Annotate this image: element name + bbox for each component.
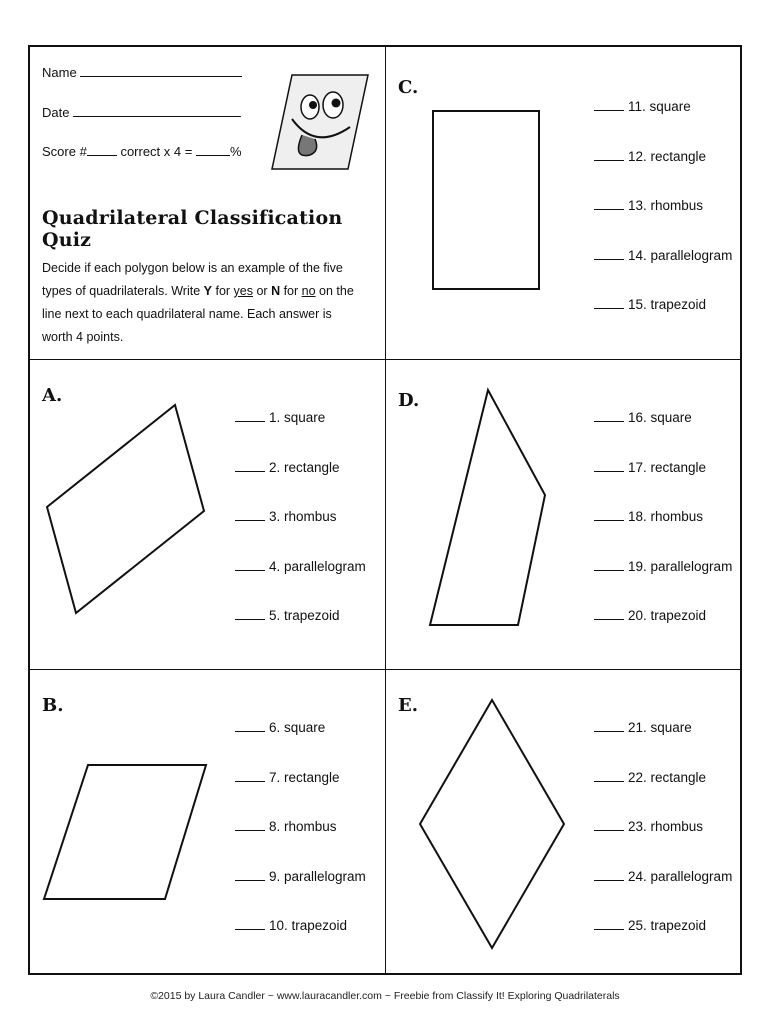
score-suffix: %: [229, 144, 242, 159]
option-row: [594, 198, 732, 248]
answer-blank[interactable]: [594, 421, 624, 422]
section-b-label: B.: [42, 695, 64, 716]
option-label: 1. square: [269, 410, 326, 425]
answer-blank[interactable]: [235, 520, 265, 521]
section-d: [386, 360, 742, 669]
answer-blank[interactable]: [594, 110, 624, 111]
option-label: 25. trapezoid: [628, 918, 707, 933]
option-row: [235, 559, 366, 609]
section-d-options: [594, 410, 732, 658]
option-row: [594, 248, 732, 298]
option-label: 5. trapezoid: [269, 608, 340, 623]
option-label: 6. square: [269, 720, 326, 735]
date-blank[interactable]: [73, 115, 241, 117]
option-label: 14. parallelogram: [628, 247, 733, 263]
option-label: 10. trapezoid: [269, 918, 348, 933]
date-field: [42, 105, 241, 120]
option-row: [594, 509, 732, 559]
option-label: 17. rectangle: [628, 459, 707, 475]
section-b-options: [235, 720, 366, 968]
option-label: 12. rectangle: [628, 148, 707, 164]
answer-blank[interactable]: [235, 570, 265, 571]
header-cell: [30, 47, 385, 359]
answer-blank[interactable]: [235, 830, 265, 831]
option-label: 7. rectangle: [269, 769, 340, 785]
answer-blank[interactable]: [235, 929, 265, 930]
option-row: [594, 99, 732, 149]
instructions-part-3: or: [253, 284, 272, 298]
option-row: [594, 460, 732, 510]
n-letter: N: [271, 284, 281, 298]
option-row: [235, 608, 366, 658]
option-label: 18. rhombus: [628, 509, 704, 524]
option-label: 13. rhombus: [628, 198, 704, 213]
option-row: [235, 819, 366, 869]
option-row: [594, 559, 732, 609]
yes-word: yes: [233, 284, 253, 298]
option-row: [235, 918, 366, 968]
answer-blank[interactable]: [594, 308, 624, 309]
option-label: 23. rhombus: [628, 819, 704, 834]
option-row: [235, 509, 366, 559]
section-e-options: [594, 720, 732, 968]
option-row: [235, 770, 366, 820]
option-row: [594, 297, 732, 347]
instructions-part-1: Decide if each polygon below is an example of the five types of quadrilaterals. Write: [42, 261, 343, 298]
section-a: [30, 360, 385, 669]
answer-blank[interactable]: [594, 619, 624, 620]
answer-blank[interactable]: [594, 160, 624, 161]
section-c: [386, 47, 742, 359]
option-label: 16. square: [628, 410, 692, 425]
answer-blank[interactable]: [594, 731, 624, 732]
instructions-part-5: on the line next to each quadrilateral name. Each answer is worth 4 points.: [42, 284, 354, 344]
score-field: [42, 144, 242, 159]
option-row: [594, 149, 732, 199]
option-label: 20. trapezoid: [628, 608, 707, 623]
date-label: Date: [42, 105, 70, 120]
quiz-title: Quadrilateral Classification Quiz: [42, 207, 343, 251]
y-letter: Y: [203, 284, 212, 298]
option-label: 21. square: [628, 720, 692, 735]
option-label: 19. parallelogram: [628, 558, 733, 574]
no-word: no: [301, 284, 316, 298]
option-label: 15. trapezoid: [628, 297, 707, 312]
answer-blank[interactable]: [235, 471, 265, 472]
percent-blank[interactable]: [196, 154, 230, 156]
rhombus-shape: [386, 670, 586, 975]
answer-blank[interactable]: [594, 520, 624, 521]
answer-blank[interactable]: [235, 781, 265, 782]
answer-blank[interactable]: [594, 259, 624, 260]
quiz-sheet: [28, 45, 742, 975]
answer-blank[interactable]: [235, 731, 265, 732]
answer-blank[interactable]: [594, 570, 624, 571]
score-prefix: Score #: [42, 144, 87, 159]
option-row: [594, 770, 732, 820]
option-row: [235, 460, 366, 510]
name-field: [42, 65, 242, 80]
section-b: [30, 670, 385, 975]
answer-blank[interactable]: [235, 421, 265, 422]
answer-blank[interactable]: [594, 209, 624, 210]
option-label: 4. parallelogram: [269, 558, 366, 574]
answer-blank[interactable]: [594, 929, 624, 930]
option-row: [594, 869, 732, 919]
option-label: 11. square: [628, 99, 691, 114]
option-label: 24. parallelogram: [628, 868, 733, 884]
answer-blank[interactable]: [594, 880, 624, 881]
instructions-part-4: for: [280, 284, 302, 298]
option-row: [235, 720, 366, 770]
section-c-options: [594, 99, 732, 347]
score-middle: correct x 4 =: [120, 144, 193, 159]
footer-credit: ©2015 by Laura Candler ~ www.lauracandler.com ~ Freebie from Classify It! Exploring Quadrilaterals: [150, 990, 620, 1002]
option-label: 8. rhombus: [269, 819, 337, 834]
answer-blank[interactable]: [594, 830, 624, 831]
option-label: 9. parallelogram: [269, 868, 366, 884]
option-row: [594, 720, 732, 770]
answer-blank[interactable]: [594, 471, 624, 472]
rectangle-shape: [431, 109, 543, 293]
option-row: [594, 819, 732, 869]
answer-blank[interactable]: [594, 781, 624, 782]
answer-blank[interactable]: [235, 880, 265, 881]
section-c-label: C.: [398, 77, 419, 98]
option-row: [235, 410, 366, 460]
section-a-options: [235, 410, 366, 658]
name-blank[interactable]: [80, 75, 242, 77]
parallelogram-b-shape: [30, 670, 250, 975]
section-e: [386, 670, 742, 975]
section-d-label: D.: [398, 390, 420, 411]
instructions: [42, 257, 362, 349]
smiley-parallelogram-icon: [270, 69, 370, 173]
parallelogram-a-shape: [30, 360, 250, 669]
option-label: 3. rhombus: [269, 509, 337, 524]
option-row: [594, 410, 732, 460]
option-row: [594, 608, 732, 658]
section-e-label: E.: [398, 695, 418, 716]
instructions-part-2: for: [212, 284, 234, 298]
option-row: [235, 869, 366, 919]
score-blank[interactable]: [87, 154, 117, 156]
option-label: 2. rectangle: [269, 459, 340, 475]
trapezoid-shape: [386, 360, 586, 669]
section-a-label: A.: [42, 385, 63, 406]
name-label: Name: [42, 65, 77, 80]
answer-blank[interactable]: [235, 619, 265, 620]
option-row: [594, 918, 732, 968]
option-label: 22. rectangle: [628, 769, 707, 785]
